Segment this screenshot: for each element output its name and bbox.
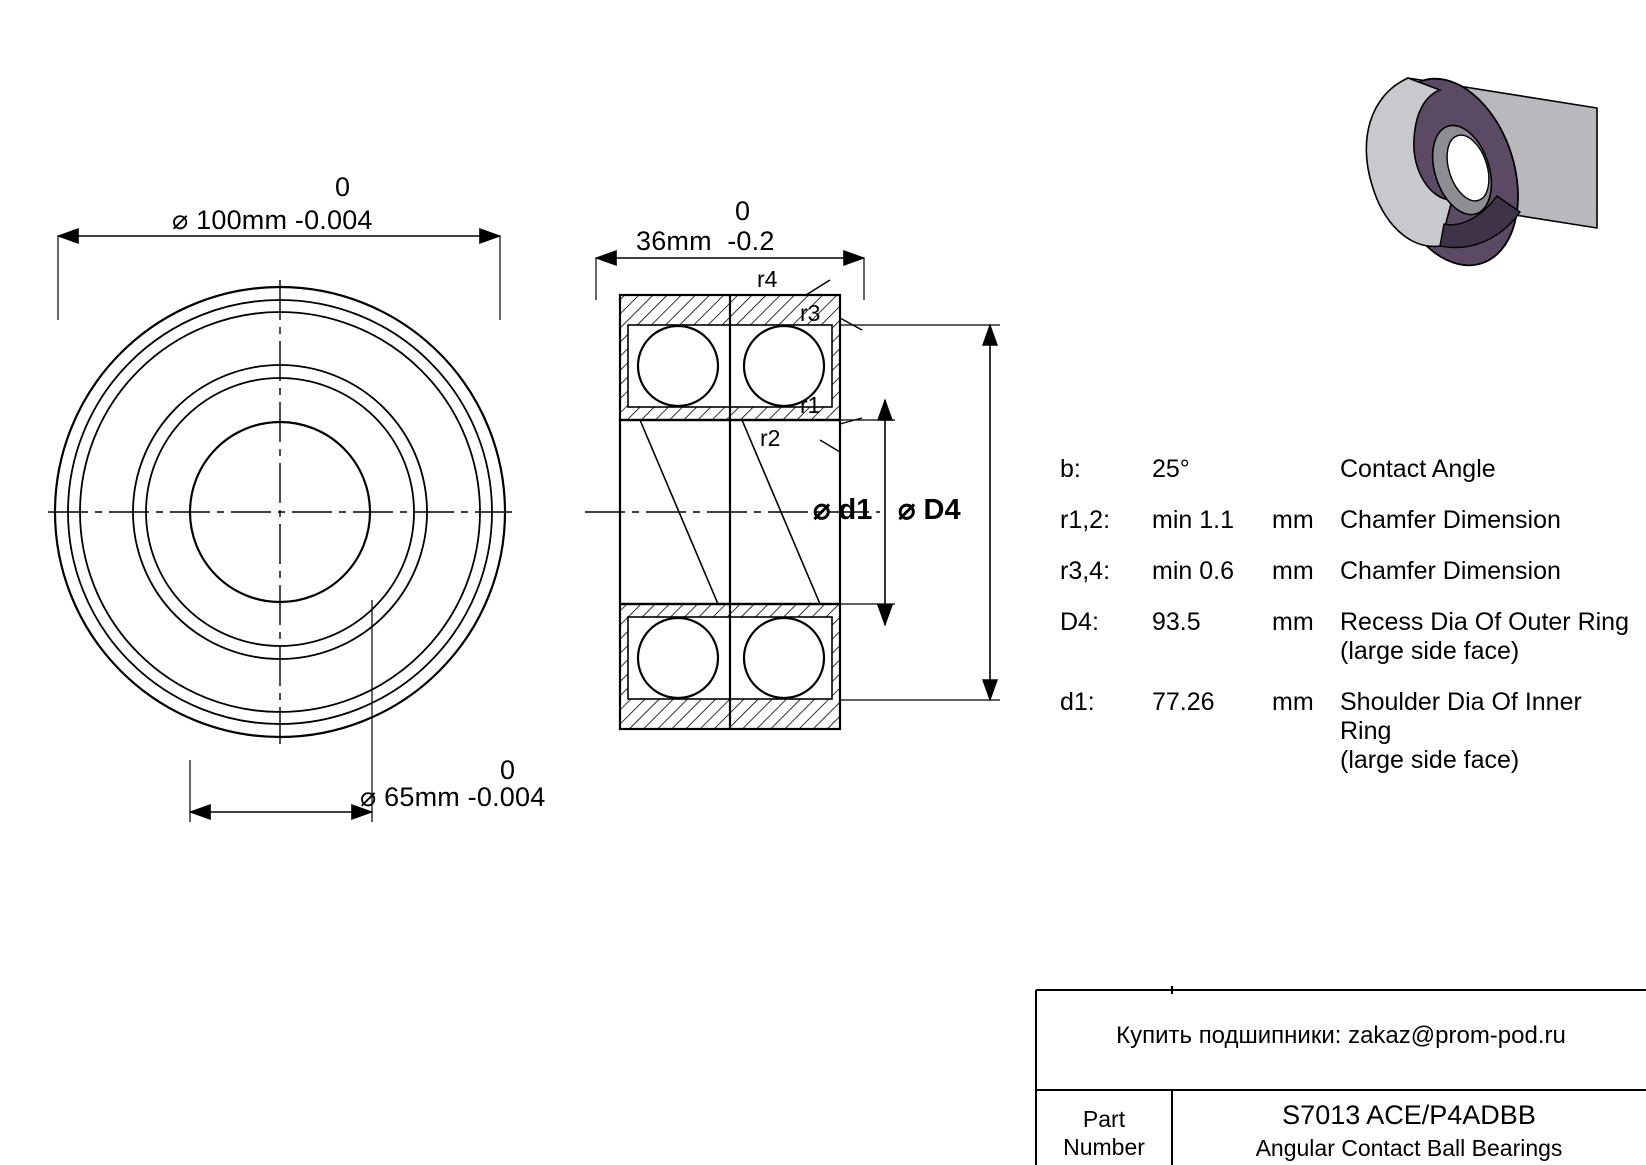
front-bore-dim-label: ⌀ 65mm -0.004	[360, 782, 546, 812]
spec-description	[1340, 557, 1630, 586]
front-outer-dim-label: ⌀ 100mm -0.004	[172, 205, 373, 235]
spec-value: 25°	[1152, 455, 1190, 483]
specification-table	[1060, 455, 1630, 797]
label-r1: r1	[800, 392, 821, 418]
spec-description-main: Shoulder Dia Of Inner Ring	[1340, 688, 1582, 745]
spec-key: d1:	[1060, 688, 1095, 716]
spec-description-main: Chamfer Dimension	[1340, 557, 1561, 585]
spec-unit: mm	[1272, 608, 1314, 636]
section-width-tolerance: 0	[735, 196, 751, 226]
front-outer-dim-tolerance: 0	[335, 172, 351, 202]
spec-description	[1340, 688, 1630, 775]
label-r4: r4	[757, 266, 778, 292]
spec-key: r3,4:	[1060, 557, 1111, 585]
part-type: Angular Contact Ball Bearings	[1255, 1135, 1563, 1161]
spec-description-main: Recess Dia Of Outer Ring	[1340, 608, 1629, 636]
isometric-bearing-illustration	[1363, 62, 1597, 283]
spec-value: min 1.1	[1152, 506, 1234, 534]
label-d1: ⌀ d1	[813, 494, 873, 526]
spec-value: 93.5	[1152, 608, 1201, 636]
label-D4: ⌀ D4	[898, 494, 961, 526]
spec-key: b:	[1060, 455, 1081, 483]
section-width-dimension	[596, 258, 864, 300]
label-r3: r3	[800, 300, 821, 326]
spec-description	[1340, 608, 1630, 666]
label-r2: r2	[760, 425, 781, 451]
spec-unit: mm	[1272, 688, 1314, 716]
spec-row	[1060, 506, 1630, 535]
spec-row	[1060, 608, 1630, 666]
section-width-label: 36mm -0.2	[636, 226, 775, 256]
spec-row	[1060, 557, 1630, 586]
spec-description-sub: (large side face)	[1340, 637, 1520, 665]
spec-description	[1340, 455, 1630, 484]
spec-description-sub: (large side face)	[1340, 746, 1520, 774]
front-view	[48, 280, 512, 744]
spec-value: 77.26	[1152, 688, 1215, 716]
front-outer-dimension	[58, 236, 500, 320]
spec-description-main: Contact Angle	[1340, 455, 1496, 483]
spec-value: min 0.6	[1152, 557, 1234, 585]
spec-key: D4:	[1060, 608, 1099, 636]
part-label-line1: Part	[1082, 1106, 1126, 1132]
spec-description-main: Chamfer Dimension	[1340, 506, 1561, 534]
spec-description	[1340, 506, 1630, 535]
spec-key: r1,2:	[1060, 506, 1111, 534]
spec-unit: mm	[1272, 557, 1314, 585]
part-label-line2: Number	[1063, 1134, 1145, 1160]
front-bore-dimension	[190, 600, 372, 822]
part-number: S7013 ACE/P4ADBB	[1282, 1100, 1536, 1130]
front-bore-dim-tolerance: 0	[500, 755, 516, 785]
contact-line: Купить подшипники: zakaz@prom-pod.ru	[1116, 1022, 1566, 1049]
spec-row	[1060, 455, 1630, 484]
spec-row	[1060, 688, 1630, 775]
spec-unit: mm	[1272, 506, 1314, 534]
